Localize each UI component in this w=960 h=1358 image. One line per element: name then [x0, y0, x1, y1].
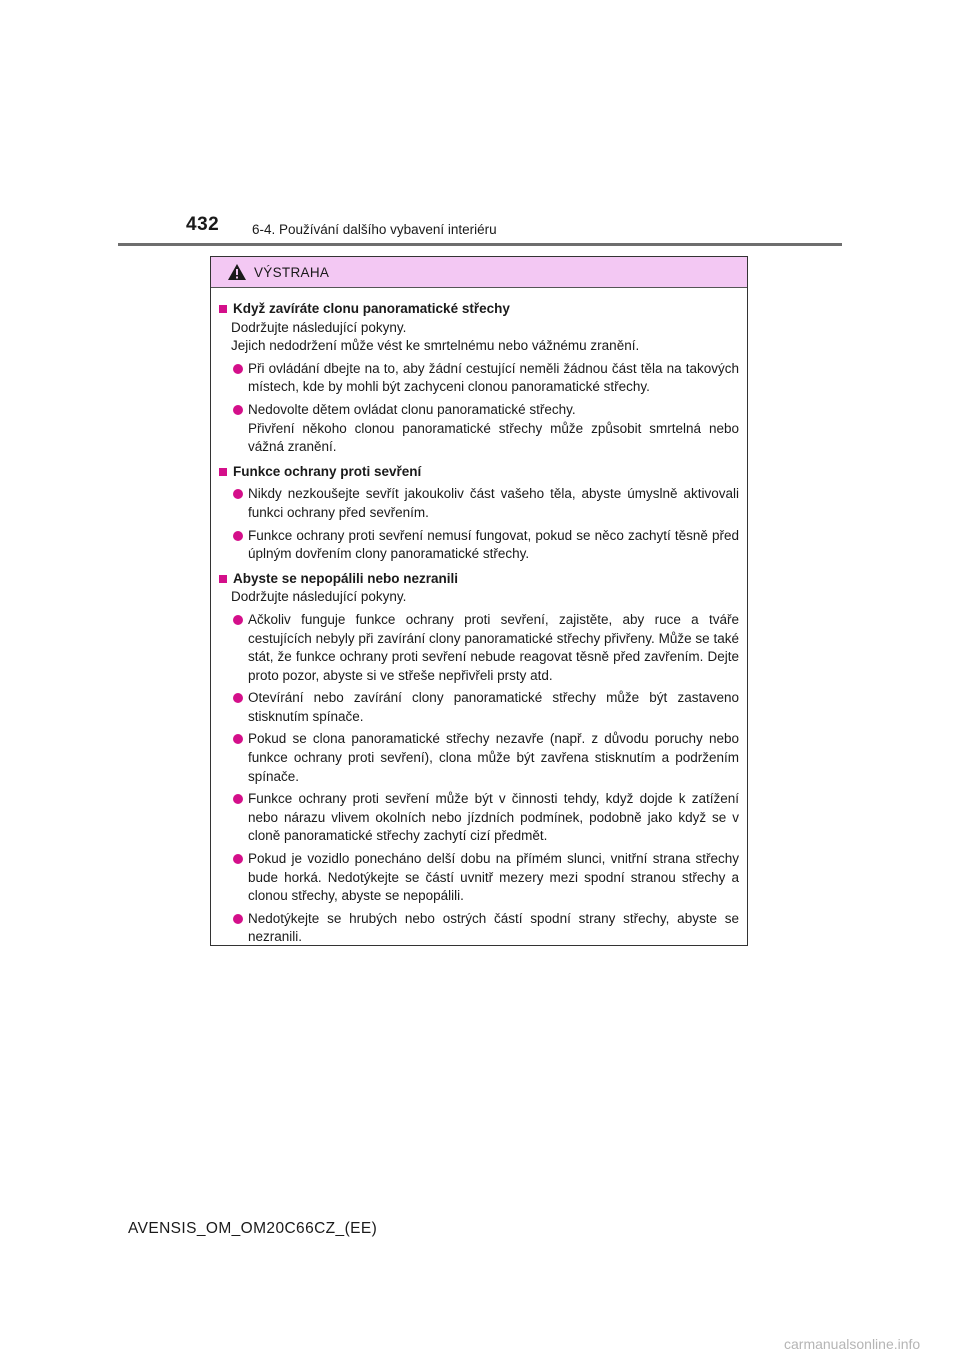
list-item: [219, 527, 739, 564]
section-heading: [219, 463, 739, 482]
list-item-text: Nedotýkejte se hrubých nebo ostrých částí spodní strany střechy, abyste se nezranili.: [248, 910, 739, 945]
paragraph: Jejich nedodržení může vést ke smrtelnému nebo vážnému zranění.: [231, 338, 640, 354]
list-item-text: Nedovolte dětem ovládat clonu panoramatické střechy. Přivření někoho clonou panoramatické střechy může způsobit smrtelná nebo vážná zranění.: [248, 401, 739, 455]
list-item-text: Při ovládání dbejte na to, aby žádní cestující neměli žádnou část těla na takových místech, kde by mohli být zachyceni clonou panoramatické střechy.: [248, 360, 739, 395]
warning-body: [211, 288, 747, 947]
list-item: [219, 689, 739, 726]
section-heading-text: Když zavíráte clonu panoramatické střechy: [233, 301, 510, 316]
warning-header: [211, 257, 747, 288]
list-item: [219, 485, 739, 522]
list-item-text: Funkce ochrany proti sevření může být v činnosti tehdy, když dojde k zatížení nebo nárazu vlivem okolních nebo jízdních podmínek, podobně jako když se v cloně panoramatické střechy zachytí cizí předmět.: [248, 791, 739, 844]
list-item-text: Otevírání nebo zavírání clony panoramatické střechy může být zastaveno stisknutím spínače.: [248, 690, 739, 724]
paragraph: Dodržujte následující pokyny.: [231, 589, 407, 605]
list-item-text: Pokud se clona panoramatické střechy nezavře (např. z důvodu poruchy nebo funkce ochrany proti sevření), clona může být zavřena stisknutím a podržením spínače.: [248, 731, 739, 784]
round-bullet-icon: [233, 364, 243, 374]
round-bullet-icon: [233, 615, 243, 625]
section-heading-text: Abyste se nepopálili nebo nezranili: [233, 570, 459, 586]
paragraph: Dodržujte následující pokyny.: [231, 319, 407, 335]
list-item: [219, 360, 739, 397]
list-item-text: Nikdy nezkoušejte sevřít jakoukoliv část vašeho těla, abyste úmyslně aktivovali funkci ochrany před sevřením.: [248, 486, 739, 520]
square-bullet-icon: [219, 575, 227, 583]
round-bullet-icon: [233, 794, 243, 804]
warning-box: [210, 256, 748, 946]
list-item-text: Funkce ochrany proti sevření nemusí fungovat, pokud se něco zachytí těsně před úplným dovřením clony panoramatické střechy.: [248, 527, 739, 562]
warning-triangle-icon: [227, 263, 247, 281]
list-item-text: Ačkoliv funguje funkce ochrany proti sevření, zajistěte, aby ruce a tváře cestujících nebyly při zavírání clony panoramatické střechy přivřeny. Může se také stát, že funkce ochrany proti sevření nebude reagovat těsně před zavřením. Dejte proto pozor, abyste si ve střeše nepřivřeli prsty atd.: [248, 611, 739, 683]
list-item: [219, 850, 739, 906]
round-bullet-icon: [233, 734, 243, 744]
document-code: AVENSIS_OM_OM20C66CZ_(EE): [128, 1220, 378, 1237]
page-number: 432: [186, 214, 220, 235]
section-heading: [219, 570, 739, 589]
list-item: [219, 790, 739, 846]
round-bullet-icon: [233, 854, 243, 864]
watermark: carmanualsonline.info: [784, 1336, 921, 1352]
round-bullet-icon: [233, 531, 243, 541]
square-bullet-icon: [219, 468, 227, 476]
section-heading-text: Funkce ochrany proti sevření: [233, 463, 422, 479]
square-bullet-icon: [219, 305, 227, 313]
round-bullet-icon: [233, 693, 243, 703]
list-item-text: Pokud je vozidlo ponecháno delší dobu na přímém slunci, vnitřní strana střechy bude horká. Nedotýkejte se částí uvnitř mezery mezi spodní stranou střechy a clonou střechy, abyste se nepopálili.: [248, 851, 739, 904]
round-bullet-icon: [233, 489, 243, 499]
section-title: 6-4. Používání dalšího vybavení interiéru: [252, 222, 497, 237]
list-item: [219, 401, 739, 457]
header-rule: [118, 243, 842, 246]
list-item: [219, 730, 739, 786]
warning-title: VÝSTRAHA: [254, 264, 330, 280]
section-heading: [219, 300, 739, 319]
list-item: [219, 910, 739, 947]
list-item: [219, 611, 739, 685]
round-bullet-icon: [233, 405, 243, 415]
round-bullet-icon: [233, 914, 243, 924]
